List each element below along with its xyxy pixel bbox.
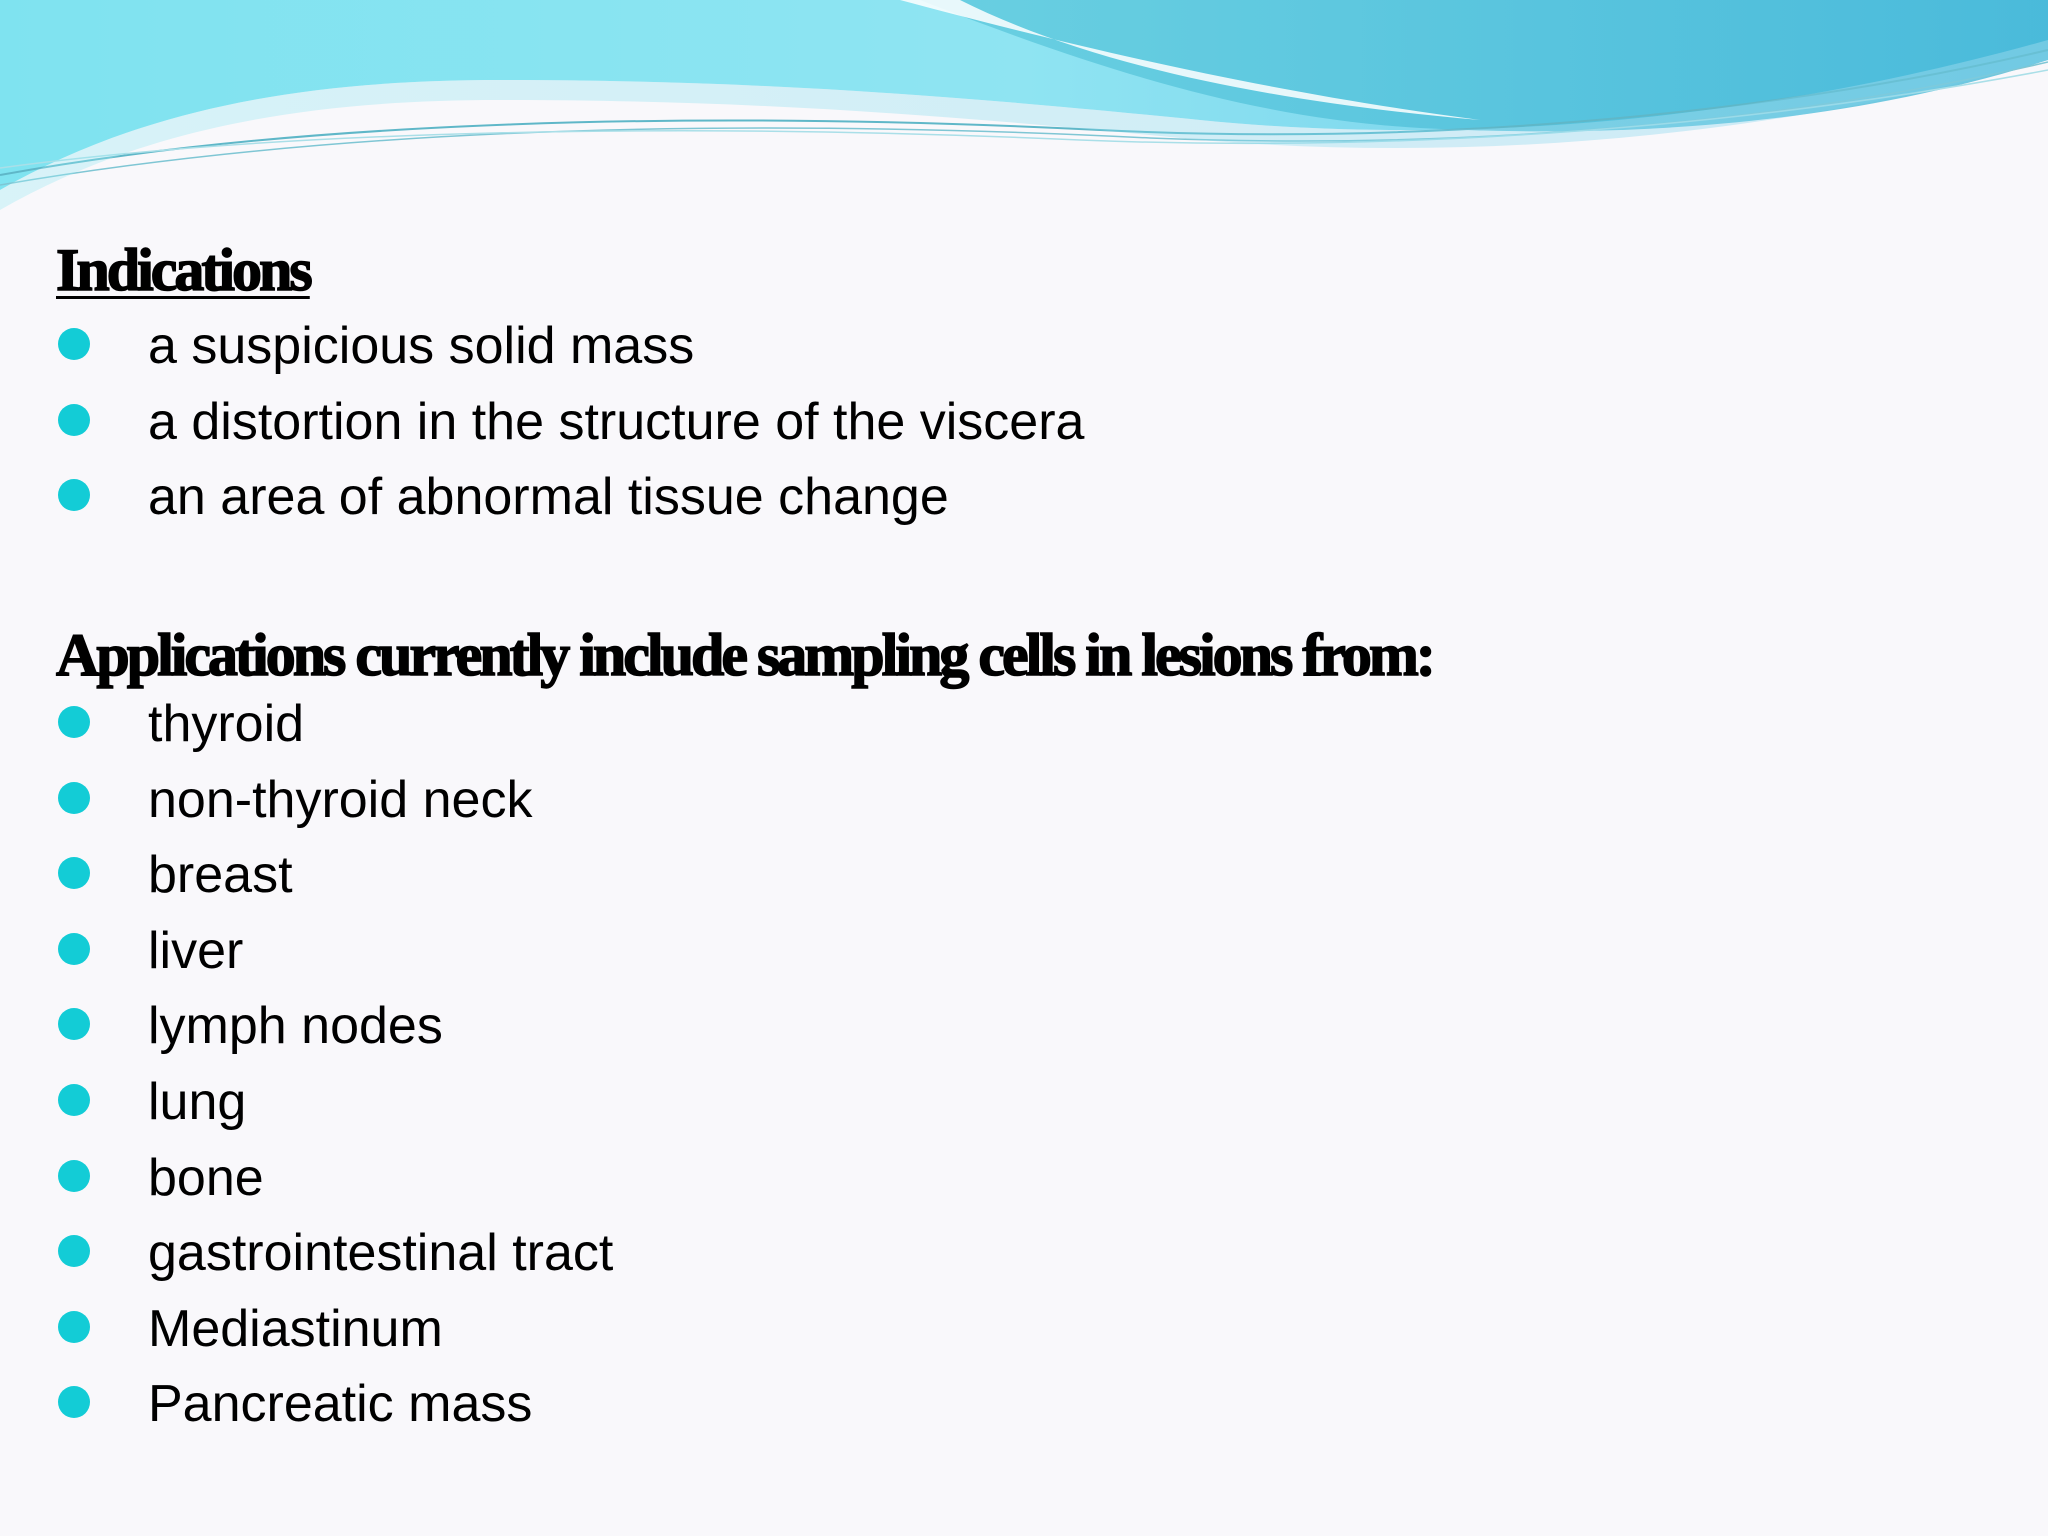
bullet-dot-icon (58, 706, 90, 738)
indications-list (58, 318, 1084, 545)
list-item (58, 772, 613, 848)
list-item (58, 1376, 613, 1452)
list-item-text: bone (148, 1148, 264, 1207)
list-item-text: lung (148, 1072, 247, 1131)
list-item-text: lymph nodes (148, 997, 443, 1056)
bullet-dot-icon (58, 933, 90, 965)
list-item (58, 923, 613, 999)
list-item-text: a suspicious solid mass (148, 317, 695, 375)
list-item (58, 394, 1084, 470)
list-item (58, 847, 613, 923)
list-item-text: a distortion in the structure of the viscera (148, 392, 1085, 451)
bullet-dot-icon (58, 1160, 90, 1192)
header-wave-decoration (0, 0, 2048, 240)
list-item-text: non-thyroid neck (148, 770, 533, 829)
list-item (58, 1150, 613, 1226)
bullet-dot-icon (58, 1008, 90, 1040)
list-item (58, 696, 613, 772)
list-item (58, 998, 613, 1074)
bullet-dot-icon (58, 1386, 90, 1418)
list-item (58, 318, 1084, 394)
bullet-dot-icon (58, 328, 90, 360)
list-item-text: thyroid (148, 695, 305, 753)
applications-list (58, 696, 613, 1452)
bullet-dot-icon (58, 1311, 90, 1343)
list-item-text: gastrointestinal tract (148, 1224, 614, 1283)
bullet-dot-icon (58, 1235, 90, 1267)
list-item (58, 469, 1084, 545)
list-item-text: liver (148, 921, 244, 980)
bullet-dot-icon (58, 404, 90, 436)
bullet-dot-icon (58, 479, 90, 511)
bullet-dot-icon (58, 782, 90, 814)
bullet-dot-icon (58, 857, 90, 889)
list-item-text: breast (148, 846, 293, 905)
list-item (58, 1225, 613, 1301)
list-item-text: Mediastinum (148, 1299, 443, 1358)
list-item (58, 1301, 613, 1377)
list-item-text: an area of abnormal tissue change (148, 468, 949, 527)
list-item-text: Pancreatic mass (148, 1375, 533, 1434)
indications-heading: Indications (56, 237, 310, 303)
applications-heading: Applications currently include sampling cells in lesions from: (56, 622, 1433, 688)
bullet-dot-icon (58, 1084, 90, 1116)
list-item (58, 1074, 613, 1150)
